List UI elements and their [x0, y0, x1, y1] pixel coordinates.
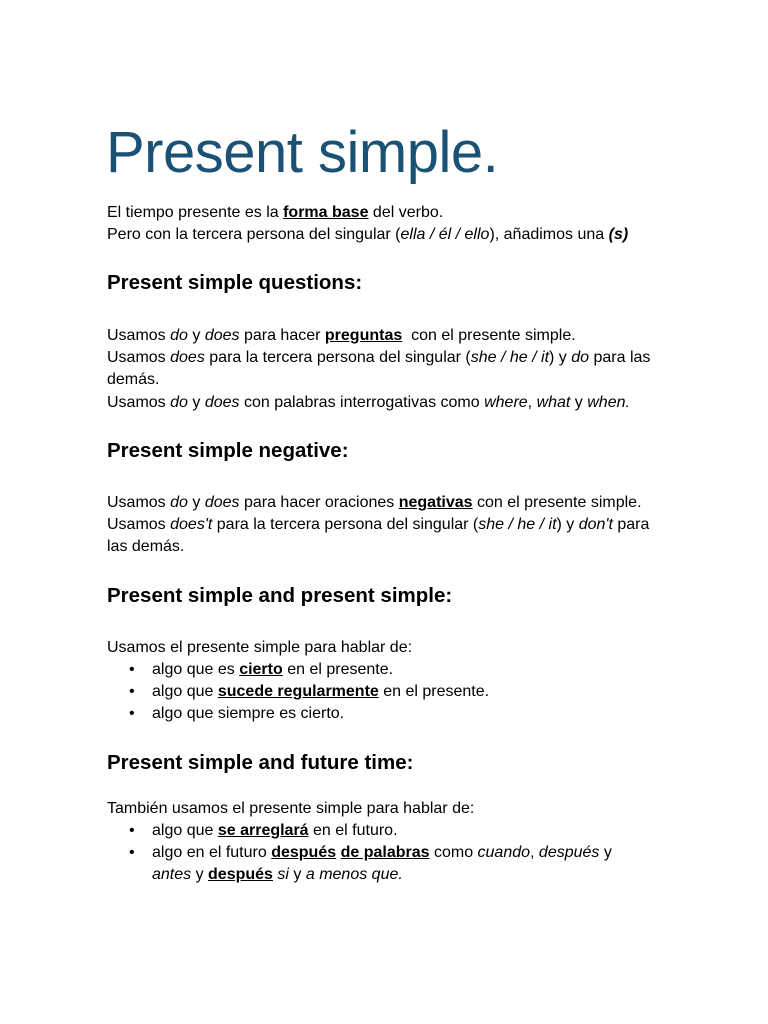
intro-text: del verbo.: [368, 204, 444, 221]
term-dont: don't: [578, 516, 613, 534]
questions-heading: Present simple questions:: [107, 271, 363, 294]
term-a-menos-que: a menos que.: [305, 866, 403, 884]
text: algo que siempre es cierto.: [152, 705, 345, 723]
future-heading: Present simple and future time:: [107, 751, 414, 774]
text: algo en el futuro: [152, 844, 272, 862]
term-cuando: cuando: [477, 844, 531, 862]
emphasis-despues: después: [271, 844, 337, 862]
term-antes: antes: [152, 866, 192, 884]
text: y: [187, 327, 205, 344]
emphasis-negativas: negativas: [398, 494, 473, 511]
present-heading: Present simple and present simple:: [107, 584, 453, 607]
intro-emphasis-forma-base: forma base: [283, 204, 369, 221]
text: con el presente simple. Usamos: [107, 494, 642, 534]
bullet-icon: •: [129, 822, 135, 839]
text: para las demás.: [107, 516, 650, 556]
text: ,: [530, 844, 539, 862]
term-do: do: [170, 327, 188, 344]
text: algo que es: [152, 661, 240, 678]
text: con el presente simple.: [402, 327, 576, 344]
future-intro: También usamos el presente simple para hablar de:: [107, 800, 475, 817]
term-si: si: [277, 866, 289, 884]
emphasis-preguntas: preguntas: [324, 327, 403, 344]
text: en el futuro.: [308, 822, 398, 839]
text: y: [599, 844, 612, 862]
text: como: [429, 844, 478, 862]
text: y: [570, 393, 588, 411]
list-item: [107, 681, 667, 703]
term-do: do: [571, 349, 590, 367]
term-where: where: [484, 393, 528, 411]
text: algo que: [152, 822, 218, 839]
bullet-icon: •: [129, 683, 135, 701]
emphasis-cierto: cierto: [239, 661, 283, 678]
text: con palabras interrogativas como: [239, 393, 485, 411]
term-does: does: [204, 494, 240, 511]
term-despues: después: [538, 844, 600, 862]
bullet-icon: •: [129, 705, 135, 723]
text: para las demás.: [107, 349, 651, 389]
text: ) y: [549, 349, 572, 367]
list-item: [107, 820, 667, 842]
list-item: [107, 659, 667, 681]
text: algo que: [152, 683, 218, 701]
term-what: what: [536, 393, 571, 411]
questions-paragraph: [107, 325, 667, 414]
term-do: do: [170, 494, 188, 511]
intro-text: El tiempo presente es la: [107, 204, 284, 221]
intro-text: ), añadimos una: [489, 226, 609, 244]
page-title: Present simple.: [106, 120, 499, 185]
text: ,: [527, 393, 537, 411]
intro-text: Pero con la tercera persona del singular (: [107, 226, 401, 244]
text: para la tercera persona del singular (: [212, 516, 479, 534]
term-does: does: [170, 349, 205, 367]
negative-heading: Present simple negative:: [107, 439, 349, 462]
text: y: [191, 866, 209, 884]
term-do: do: [170, 393, 188, 411]
term-does: does: [204, 327, 240, 344]
term-does: does: [204, 393, 240, 411]
text: Usamos: [107, 327, 171, 344]
pronouns: she / he / it: [470, 349, 550, 367]
emphasis-sucede-regularmente: sucede regularmente: [217, 683, 379, 701]
emphasis-se-arreglara: se arreglará: [217, 822, 309, 839]
term-doest: does't: [170, 516, 213, 534]
bullet-icon: •: [129, 661, 135, 678]
text: Usamos: [107, 349, 171, 367]
text: para hacer oraciones: [239, 494, 399, 511]
future-list: [107, 820, 667, 887]
text: para la tercera persona del singular (: [204, 349, 471, 367]
text: y: [187, 494, 205, 511]
text: ) y: [556, 516, 579, 534]
text: en el presente.: [282, 661, 394, 678]
present-intro: Usamos el presente simple para hablar de:: [107, 639, 413, 656]
term-when: when.: [587, 393, 630, 411]
list-item: [107, 703, 667, 725]
text: y: [187, 393, 205, 411]
list-item: [107, 842, 647, 886]
text: Usamos: [107, 393, 171, 411]
intro-pronouns: ella / él / ello: [400, 226, 490, 244]
negative-paragraph: [107, 492, 667, 559]
text: en el presente.: [378, 683, 490, 701]
text: y: [288, 866, 306, 884]
emphasis-despues: después: [208, 866, 273, 884]
emphasis-de-palabras: de palabras: [340, 844, 430, 862]
intro-paragraph: [107, 202, 667, 246]
pronouns: she / he / it: [478, 516, 557, 534]
text: Usamos: [107, 494, 171, 511]
text: para hacer: [239, 327, 325, 344]
bullet-icon: •: [129, 844, 135, 862]
present-list: [107, 659, 667, 726]
intro-s-suffix: (s): [608, 226, 629, 244]
